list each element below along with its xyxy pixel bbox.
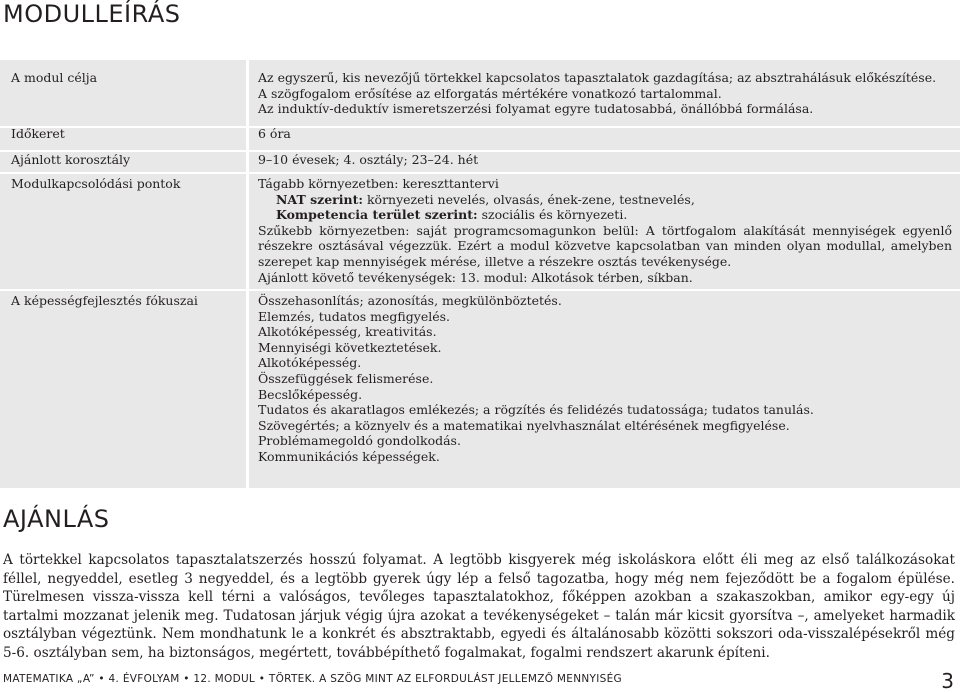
- focus-item: Becslőképesség.: [258, 386, 363, 402]
- focus-label: A képességfejlesztés fókuszai: [11, 293, 198, 308]
- time-value: 6 óra: [258, 126, 291, 141]
- focus-item: Kommunikációs képességek.: [258, 448, 440, 464]
- nat-value: környezeti nevelés, olvasás, ének-zene, testnevelés,: [363, 191, 695, 207]
- goal-line: Az induktív-deduktív ismeretszerzési folyamat egyre tudatosabbá, önállóbbá formálása.: [258, 101, 814, 117]
- page-number: 3: [941, 669, 954, 693]
- links-competence: [258, 207, 952, 223]
- focus-item: Összehasonlítás; azonosítás, megkülönböztetés.: [258, 293, 562, 308]
- competence-value: szociális és környezeti.: [477, 207, 628, 223]
- focus-item: Alkotóképesség.: [258, 355, 362, 371]
- competence-label: Kompetencia terület szerint:: [276, 207, 478, 223]
- focus-item: Alkotóképesség, kreativitás.: [258, 324, 437, 340]
- links-nat: [258, 192, 952, 208]
- recommendation-text: A törtekkel kapcsolatos tapasztalatszerzés hosszú folyamat. A legtöbb kisgyerek még iskoláskora előtt éli meg az első találkozásokat féllel, negyeddel, esetleg 3 negyeddel, és a legtöbb gyerek úgy lép a felső tagozatba, hogy még nem fejeződött be a fogalom épülése. Türelmesen vissza-vissza kell térni a valóságos, tevőleges tapasztalatokhoz, főképpen azokban a szakaszokban, amikor egy-egy új tartalmi mozzanat jelenik meg. Tudatosan járjuk végig újra azokat a tevékenységeket – talán már kicsit gyorsítva –, amelyeket harmadik osztályban végeztünk. Nem mondhatunk le a konkrét és absztraktabb, egyedi és általánosabb közötti sokszori oda-visszalépésekről még 5-6. osztályban sem, ha biztonságos, megértett, továbbépíthető fogalmakat, fogalmi rendszert akarunk építeni.: [3, 552, 955, 661]
- links-broad: Tágabb környezetben: kereszttantervi: [258, 176, 499, 191]
- age-label: Ajánlott korosztály: [11, 152, 131, 167]
- row-divider: [0, 172, 960, 174]
- goal-label: A modul célja: [11, 70, 98, 85]
- focus-item: Szövegértés; a köznyelv és a matematikai nyelvhasználat eltérésének megfigyelése.: [258, 417, 790, 433]
- focus-item: Problémamegoldó gondolkodás.: [258, 433, 461, 449]
- page-title: MODULLEÍRÁS: [3, 0, 181, 28]
- age-value: 9–10 évesek; 4. osztály; 23–24. hét: [258, 152, 479, 167]
- nat-label: NAT szerint:: [276, 191, 363, 207]
- goal-line: A szögfogalom erősítése az elforgatás mértékére vonatkozó tartalommal.: [258, 85, 722, 101]
- goal-line: Az egyszerű, kis nevezőjű törtekkel kapcsolatos tapasztalatok gazdagítása; az absztrahálásuk előkészítése.: [258, 70, 937, 85]
- row-divider: [0, 289, 960, 291]
- section-title: AJÁNLÁS: [3, 505, 110, 533]
- focus-item: Összefüggések felismerése.: [258, 370, 434, 386]
- links-label: Modulkapcsolódási pontok: [11, 176, 181, 191]
- goal-value: [258, 70, 952, 117]
- module-table: [0, 60, 960, 488]
- focus-value: [258, 293, 952, 465]
- focus-item: Tudatos és akaratlagos emlékezés; a rögzítés és felidézés tudatossága; tudatos tanulás.: [258, 402, 814, 418]
- focus-item: Elemzés, tudatos megfigyelés.: [258, 308, 451, 324]
- page-footer: MATEMATIKA „A” • 4. ÉVFOLYAM • 12. MODUL • TÖRTEK. A SZÖG MINT AZ ELFORDULÁST JELLEMZŐ MENNYISÉG: [3, 673, 622, 685]
- column-divider: [246, 60, 249, 488]
- links-next: Ajánlott követő tevékenységek: 13. modul: Alkotások térben, síkban.: [258, 269, 693, 285]
- time-label: Időkeret: [11, 126, 65, 141]
- links-value: [258, 176, 952, 285]
- links-narrow: Szűkebb környezetben: saját programcsomagunkon belül: A törtfogalom alakítását mennyiségek egyenlő részekre osztásával végezzük. Ezért a modul közvetve kapcsolatban van minden olyan modullal, amelyben szerepet kap mennyiségek mérése, illetve a részekre osztás tevékenysége.: [258, 222, 952, 269]
- focus-item: Mennyiségi következtetések.: [258, 339, 442, 355]
